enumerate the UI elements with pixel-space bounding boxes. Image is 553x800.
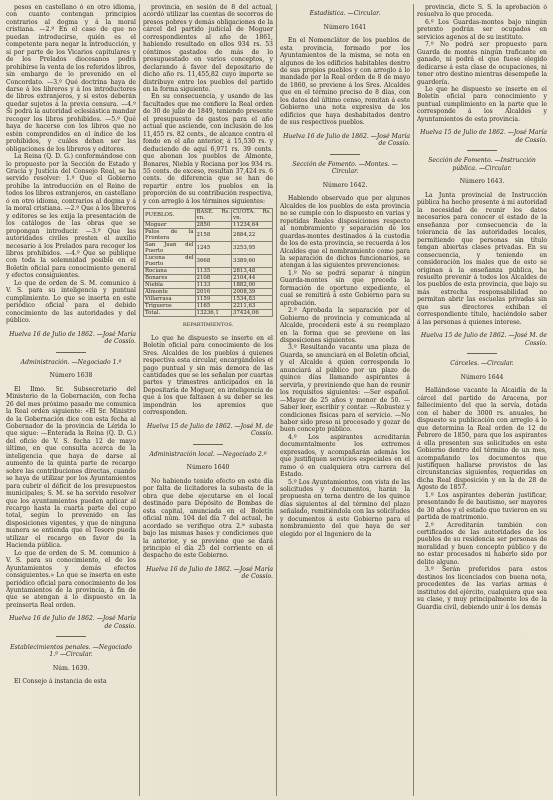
column-2: [143, 4, 273, 796]
paragraph: 7.º No podrá ser propuesto para Guarda de montes ningún traficante en ganado, ni podrá el que fuese elegido dedicarse á esta clase de ocupaciones, ni tener otro destino mientras desempeñe la guardería.: [417, 41, 547, 86]
paragraph: 3.º Resultando vacante una plaza de Guarda, se anunciará en el Boletín oficial, y el Alcalde á quien corresponda lo anunciará al público por un plazo de quince días llamando aspirantes á servirla, y previniendo que han de reunir los requisitos siguientes: —Ser español. —Mayor de 25 años y menor de 50. —Saber leer, escribir y contar. —Robustez y condiciones físicas para el servicio. —No haber sido preso ni procesado y gozar de buen concepto público.: [280, 344, 410, 434]
table-total-base: 13236,1: [195, 310, 232, 317]
paragraph: 6.º Los Guardas-montes bajo ningún pretexto podrán ser ocupados en servicios agenos al de su instituto.: [417, 18, 547, 41]
table-row: [144, 296, 273, 303]
table-cell-pueblo: Villarrasa: [144, 296, 196, 303]
column-1: [6, 4, 136, 796]
distribution-table: [143, 208, 273, 317]
notice-number: Número 1641: [323, 23, 367, 31]
section-heading: Cárceles. —Circular.: [450, 360, 514, 368]
paragraph: En el Nomenclátor de los pueblos de esta provincia, formado por los Ayuntamientos de la misma, se nota en algunos de los edificios habitables dentro de sus propios pueblos y con arreglo á lo mandado por la Real orden de 8 de mayo de 1860, se previene á los Sres. Alcaldes que en el término preciso de 8 días, con los datos del último censo, remitan á este Gobierno una nota expresiva de los edificios que haya deshabitados dentro de sus respectivos pueblos.: [280, 37, 410, 127]
separator: [467, 353, 497, 354]
table-row: [144, 282, 273, 289]
table-cell-base: 1135: [195, 268, 232, 275]
table-cell-pueblo: San Juan del Puerto: [145, 242, 194, 255]
notice-number: Número 1644: [460, 373, 504, 381]
separator: [193, 444, 223, 445]
table-cell-pueblo: Moguer: [144, 222, 196, 229]
table-cell-cuota: 2104,44: [232, 275, 273, 282]
table-cell-pueblo: Lucena del Puerto: [145, 255, 194, 268]
table-cell-base: 2108: [195, 275, 232, 282]
signature-line: Huelva 15 de Julio de 1862. —José M. de Cossío.: [420, 332, 547, 347]
paragraph: El Consejo á instancia de esta: [14, 678, 107, 686]
paragraph: En su consecuencia, y usando de las facultades que me confiere la Real orden de 30 de julio de 1849, teniendo presente el presupuesto de gastos para el año actual que asciende, con inclusión de los 11,455 rs. 82 cents., de alcance contra el fondo en el año anterior, á 15,530 rs. y deduciendo de aquí 6,971 rs. 39 cents. que abonan los pueblos de Almonte, Bonares, Niebla y Rociana por los 934 rs. 55 cents. de exceso, resultan 37,424 rs. 6 cents. de diferencia que se han de repartir entre los pueblos en la proporción de su contribución respectiva, y con arreglo á los términos siguientes:: [143, 93, 273, 205]
table-cell-cuota: 1882,00: [232, 282, 273, 289]
table-total-cuota: 37424,06: [232, 310, 273, 317]
column-divider: [139, 4, 140, 796]
notice-number: Número 1640: [186, 464, 230, 472]
table-cell-pueblo: Almonte: [144, 289, 196, 296]
table-cell-base: 1159: [195, 296, 232, 303]
table-cell-base: 1165: [195, 303, 232, 310]
notice-number: Número 1642.: [322, 181, 368, 189]
notice-number: Número 1643.: [459, 178, 505, 186]
paragraph: Hallándose vacante la Alcaidía de la cárcel del partido de Aracena, por fallecimiento del que la servía, dotada con el haber de 3000 rs. anuales, he dispuesto su publicación con arreglo á lo que determina la Real orden de 12 de Febrero de 1850, para que los aspirantes á ella presenten sus solicitudes en este Gobierno dentro del término de un mes, acompañando los documentos que justifiquen hallarse provistos de las circunstancias siguientes, requeridas en dicha Real disposición y en la de 28 de Agosto de 1857.: [417, 387, 547, 492]
section-heading: Administración. —Negociado 1.º: [20, 358, 122, 366]
column-3: [280, 4, 410, 796]
table-cell-base: 2158: [195, 229, 232, 242]
paragraph: provincia, dicte S. S. la aprobación ó resuelva lo que proceda.: [417, 4, 547, 19]
table-total-row: [144, 310, 273, 317]
table-caption: REPARTIMIENTOS.: [182, 322, 234, 329]
notice-number: Número 1638: [49, 372, 93, 380]
signature-line: Huelva 16 de Julio de 1862. —José María de Cossío.: [283, 132, 410, 148]
paragraph: 2.º Acreditarán también con certificados de las autoridades de los pueblos de su residencia ser personas de moralidad y buen concepto público y de no estar procesados ni haberlo sido por delito alguno.: [417, 521, 547, 566]
table-row: [144, 303, 273, 310]
notice-number: Núm. 1639.: [52, 664, 90, 672]
table-cell-cuota: 3389,60: [232, 255, 273, 268]
paragraph: 5.º Los Ayuntamientos, con vista de las solicitudes y documentos, harán la propuesta en terna dentro de los quince días siguientes al del término del plazo señalado, remitiéndola con las solicitudes y documentos á este Gobierno para el nombramiento del que haya de ser elegido por el Ingeniero de la: [280, 478, 410, 538]
table-body: [144, 222, 273, 310]
table-cell-base: 1133: [195, 282, 232, 289]
paragraph: 2.º Aprobada la separación por el Gobierno de provincia y comunicada al Alcalde, procederá este á su reemplazo en la forma que se previene en las disposiciones siguientes.: [280, 307, 410, 344]
paragraph: El Ilmo. Sr. Subsecretario del Ministerio de la Gobernación, con fecha 26 del mes próximo pasado me comunica la Real orden siguiente: «El Sr. Ministro de la Gobernación dice con esta fecha al Gobernador de la provincia de Lérida lo que sigue: —Enterada la Reina (Q. D. G.) del oficio de V. S. fecha 12 de mayo último, en que consulta acerca de la inteligencia que haya de darse al aumento de la quinta parte de recargo sobre las contribuciones directas, cuando se haya de utilizar por los Ayuntamientos para cubrir el déficit de los presupuestos municipales; S. M. se ha servido resolver que los ayuntamientos pueden aplicar al recargo hasta la cuarta parte del cupo total, según lo prevenido en las disposiciones vigentes, y que de ninguna manera se entienda que el Tesoro pueda utilizar el recargo en favor de la Hacienda pública.: [6, 385, 136, 550]
table-cell-pueblo: Palos de la Frontera: [145, 229, 194, 242]
column-divider: [276, 4, 277, 796]
paragraph: pesos en castellano ó en otro idioma, con cuanto contengan principios contrarios al dogma y á la moral cristiana. —2.º En el caso de que no puedan introducirse, quién es el competente para negar la introducción, y si por parte de los Vicarios capitulares y de los Prelados diocesanos podrá prohibirse la venta de los referidos libros, sin embargo de lo prevenido en el Concordato. —3.º Qué doctrina haya de darse á los libreros y á los introductores de libros extranjeros, y si estos deberán quedar sujetos á la previa censura. —4.º Si podrá la autoridad eclesiástica mandar recoger los libros prohibidos. —5.º Qué haya de hacerse con los libros que no estén comprendidos en el índice de los prohibidos, y cuáles deban ser las obligaciones de los libreros y editores.: [6, 4, 136, 153]
paragraph: provincia, en sesión de 8 del actual, acordó utilizar las cuentas de socorros de presos pobres y demás obligaciones de la cárcel del partido judicial de Moguer correspondientes al año de 1861, habiendo resultado en ellos 934 rs. 53 céntimos gastados de más de lo presupuestado en varios conceptos, y declarando á favor del depositario de dicho año rs. 11,455,82 cuyo importe se distribuye entre los pueblos del partido en la forma siguiente.: [143, 4, 273, 93]
paragraph: No habiendo tenido efecto en este día por falta de licitadores la subasta de la obra que debe ejecutarse en el local destinado para Depósito de Bombas de esta capital, anunciada en el Boletín oficial núm. 104 del día 7 del actual, he acordado se verifique otra 2.ª subasta bajo las mismas bases y condiciones que la anterior, y se previene que se dará principio el día 25 del corriente en el despacho de este Gobierno.: [143, 477, 273, 560]
table-cell-cuota: 3253,95: [232, 242, 273, 255]
separator: [56, 636, 86, 637]
signature-line: Huelva 16 de Julio de 1862. —José María de Cossío.: [146, 566, 273, 581]
section-heading: Establecimientos penales. —Negociado 1.º —Circular.: [10, 643, 132, 658]
table-row: [144, 222, 273, 229]
table-row: [144, 229, 273, 242]
table-cell-pueblo: Rociana: [144, 268, 196, 275]
signature-line: Huelva 16 de Julio de 1862. —José María de Cossío.: [9, 615, 136, 630]
section-heading: Sección de Fomento. —Montes. —Circular.: [292, 160, 398, 176]
paragraph: Lo que he dispuesto se inserte en el Boletín oficial para conocimiento y puntual cumplimiento en la parte que le corresponde á los Alcaldes y Ayuntamientos de esta provincia.: [417, 85, 547, 123]
paragraph: 1.º No se podrá separar á ningún Guarda-montes sin que preceda la formación de oportuno expediente, el cual se remitirá á este Gobierno para su aprobación.: [280, 269, 410, 307]
paragraph: La Junta provincial de Instrucción pública ha hecho presente á mi autoridad la necesidad de reunir los datos necesarios para conocer el estado de la enseñanza por consecuencia de la tolerancia de las autoridades locales, permitiendo que personas sin título tengan abiertas clases privadas. En su consecuencia, y teniendo en consideración los males que de esto se originan á la enseñanza pública, he resuelto prevenir á todos los Alcaldes de los pueblos de esta provincia, que bajo su más estrecha responsabilidad no permitan abrir las escuelas privadas sin que sus directores exhiban el correspondiente título, haciéndolo saber á las personas á quienes interese.: [417, 191, 547, 326]
table-cell-cuota: 2813,48: [232, 268, 273, 275]
table-header-base: BASE. Rs. vn.: [196, 209, 231, 222]
section-heading: Administración local. —Negociado 2.º: [149, 450, 267, 458]
table-cell-base: 3668: [195, 255, 232, 268]
table-row: [144, 289, 273, 296]
separator: [56, 352, 86, 353]
table-cell-pueblo: Trigueros: [144, 303, 196, 310]
table-total-label: Total.: [144, 310, 196, 317]
table-cell-pueblo: Niebla: [144, 282, 196, 289]
table-cell-cuota: 1534,83: [232, 296, 273, 303]
section-heading: Estadística. —Circular.: [309, 10, 381, 18]
paragraph: 3.º Serán preferidos para estos destinos los licenciados con buena nota, procedentes de las varias armas é institutos del ejército, cualquiera que sea su clase, y muy principalmente los de la Guardia civil, debiendo unir á los demás: [417, 566, 547, 611]
table-header-pueblos: PUEBLOS.: [144, 209, 196, 222]
column-4: [417, 4, 547, 796]
table-row: [144, 268, 273, 275]
table-cell-cuota: 2008,39: [232, 289, 273, 296]
table-row: [144, 275, 273, 282]
table-row: [144, 242, 273, 255]
table-cell-base: 2850: [195, 222, 232, 229]
paragraph: Lo que de orden de S. M. comunico á V. S. para su conocimiento, el de los Ayuntamientos y demás efectos consiguientes.» Lo que se inserta en este periódico oficial para conocimiento de los Ayuntamientos de la provincia, á fin de que se atengan á lo dispuesto en la preinserta Real orden.: [6, 549, 136, 609]
signature-line: Huelva 15 de Julio de 1862. —José María de Cossío.: [420, 129, 547, 144]
column-divider: [413, 4, 414, 796]
paragraph: La Reina (Q. D. G.) conformándose con lo propuesto por la Sección de Estado y Gracia y Justicia del Consejo Real, se ha servido resolver: 1.º Que el Gobierno prohíbe la introducción en el Reino de todos los libros extranjeros, en castellano ó en otro idioma, contrarios al dogma y á la moral cristiana. —2.º Que á los libreros y editores se les exija la presentación de los catálogos de las obras que se propongan introducir. —3.º Que las autoridades civiles presten el auxilio necesario á los Prelados para recoger los libros prohibidos. —4.º Que se publique con toda la solemnidad posible en el Boletín oficial para conocimiento general y efectos consiguientes.: [6, 153, 136, 280]
signature-line: Huelva 16 de Julio de 1862. —José María de Cossío.: [9, 330, 136, 346]
section-heading: Sección de Fomento. —Instrucción pública. —Circular.: [428, 157, 536, 172]
paragraph: Lo que he dispuesto se inserte en el Boletín oficial para conocimiento de los Sres. Alcaldes de los pueblos á quienes respectiva esta circular, encargándoles el pago puntual y sin más demora de las cantidades que se les señalan por cuartas partes y trimestres anticipados en la Depositaría de Moguer, en inteligencia de que á los que faltasen á su deber se les impondrán los apremios que corresponden.: [143, 334, 273, 417]
separator: [467, 150, 497, 151]
table-cell-base: 2016: [195, 289, 232, 296]
paragraph: 1.º Los aspirantes deberán justificar, presentando fe de bautismo, ser mayores de 30 años y el estado que tuvieron en su partida de matrimonio.: [417, 491, 547, 522]
table-header-cuota: CUOTA. Rs. vn.: [233, 209, 271, 222]
table-cell-cuota: 2884,22: [232, 229, 273, 242]
paragraph: 4.º Los aspirantes acreditarán documentalmente los extremos expresados, y acompañarán además los que justifiquen servicios especiales en el ramo ó en cualquiera otra carrera del Estado.: [280, 433, 410, 479]
table-cell-base: 1245: [195, 242, 232, 255]
table-cell-pueblo: Bonares: [144, 275, 196, 282]
paragraph: Lo que de orden de S. M. comunico á V. S. para su inteligencia y puntual cumplimiento. Lo que se inserta en este periódico oficial para el debido conocimiento de las autoridades y del público.: [6, 279, 136, 325]
separator: [330, 154, 360, 155]
table-cell-cuota: 2211,63: [232, 303, 273, 310]
signature-line: Huelva 15 de Julio de 1862. —José M. de Cossío.: [146, 422, 273, 438]
paragraph: Habiendo observado que por algunos Alcaldes de los pueblos de esta provincia no se cumple con lo dispuesto en varias y repetidas Reales disposiciones respecto al nombramiento y separación de los guardas-montes destinados á la custodia de los de esta provincia, se recuerda á los Alcaldes que el nombramiento como para la separación de dichos funcionarios, se atengan á las siguientes prevenciones:: [280, 195, 410, 270]
table-cell-cuota: 11234,64: [232, 222, 273, 229]
table-row: [144, 255, 273, 268]
